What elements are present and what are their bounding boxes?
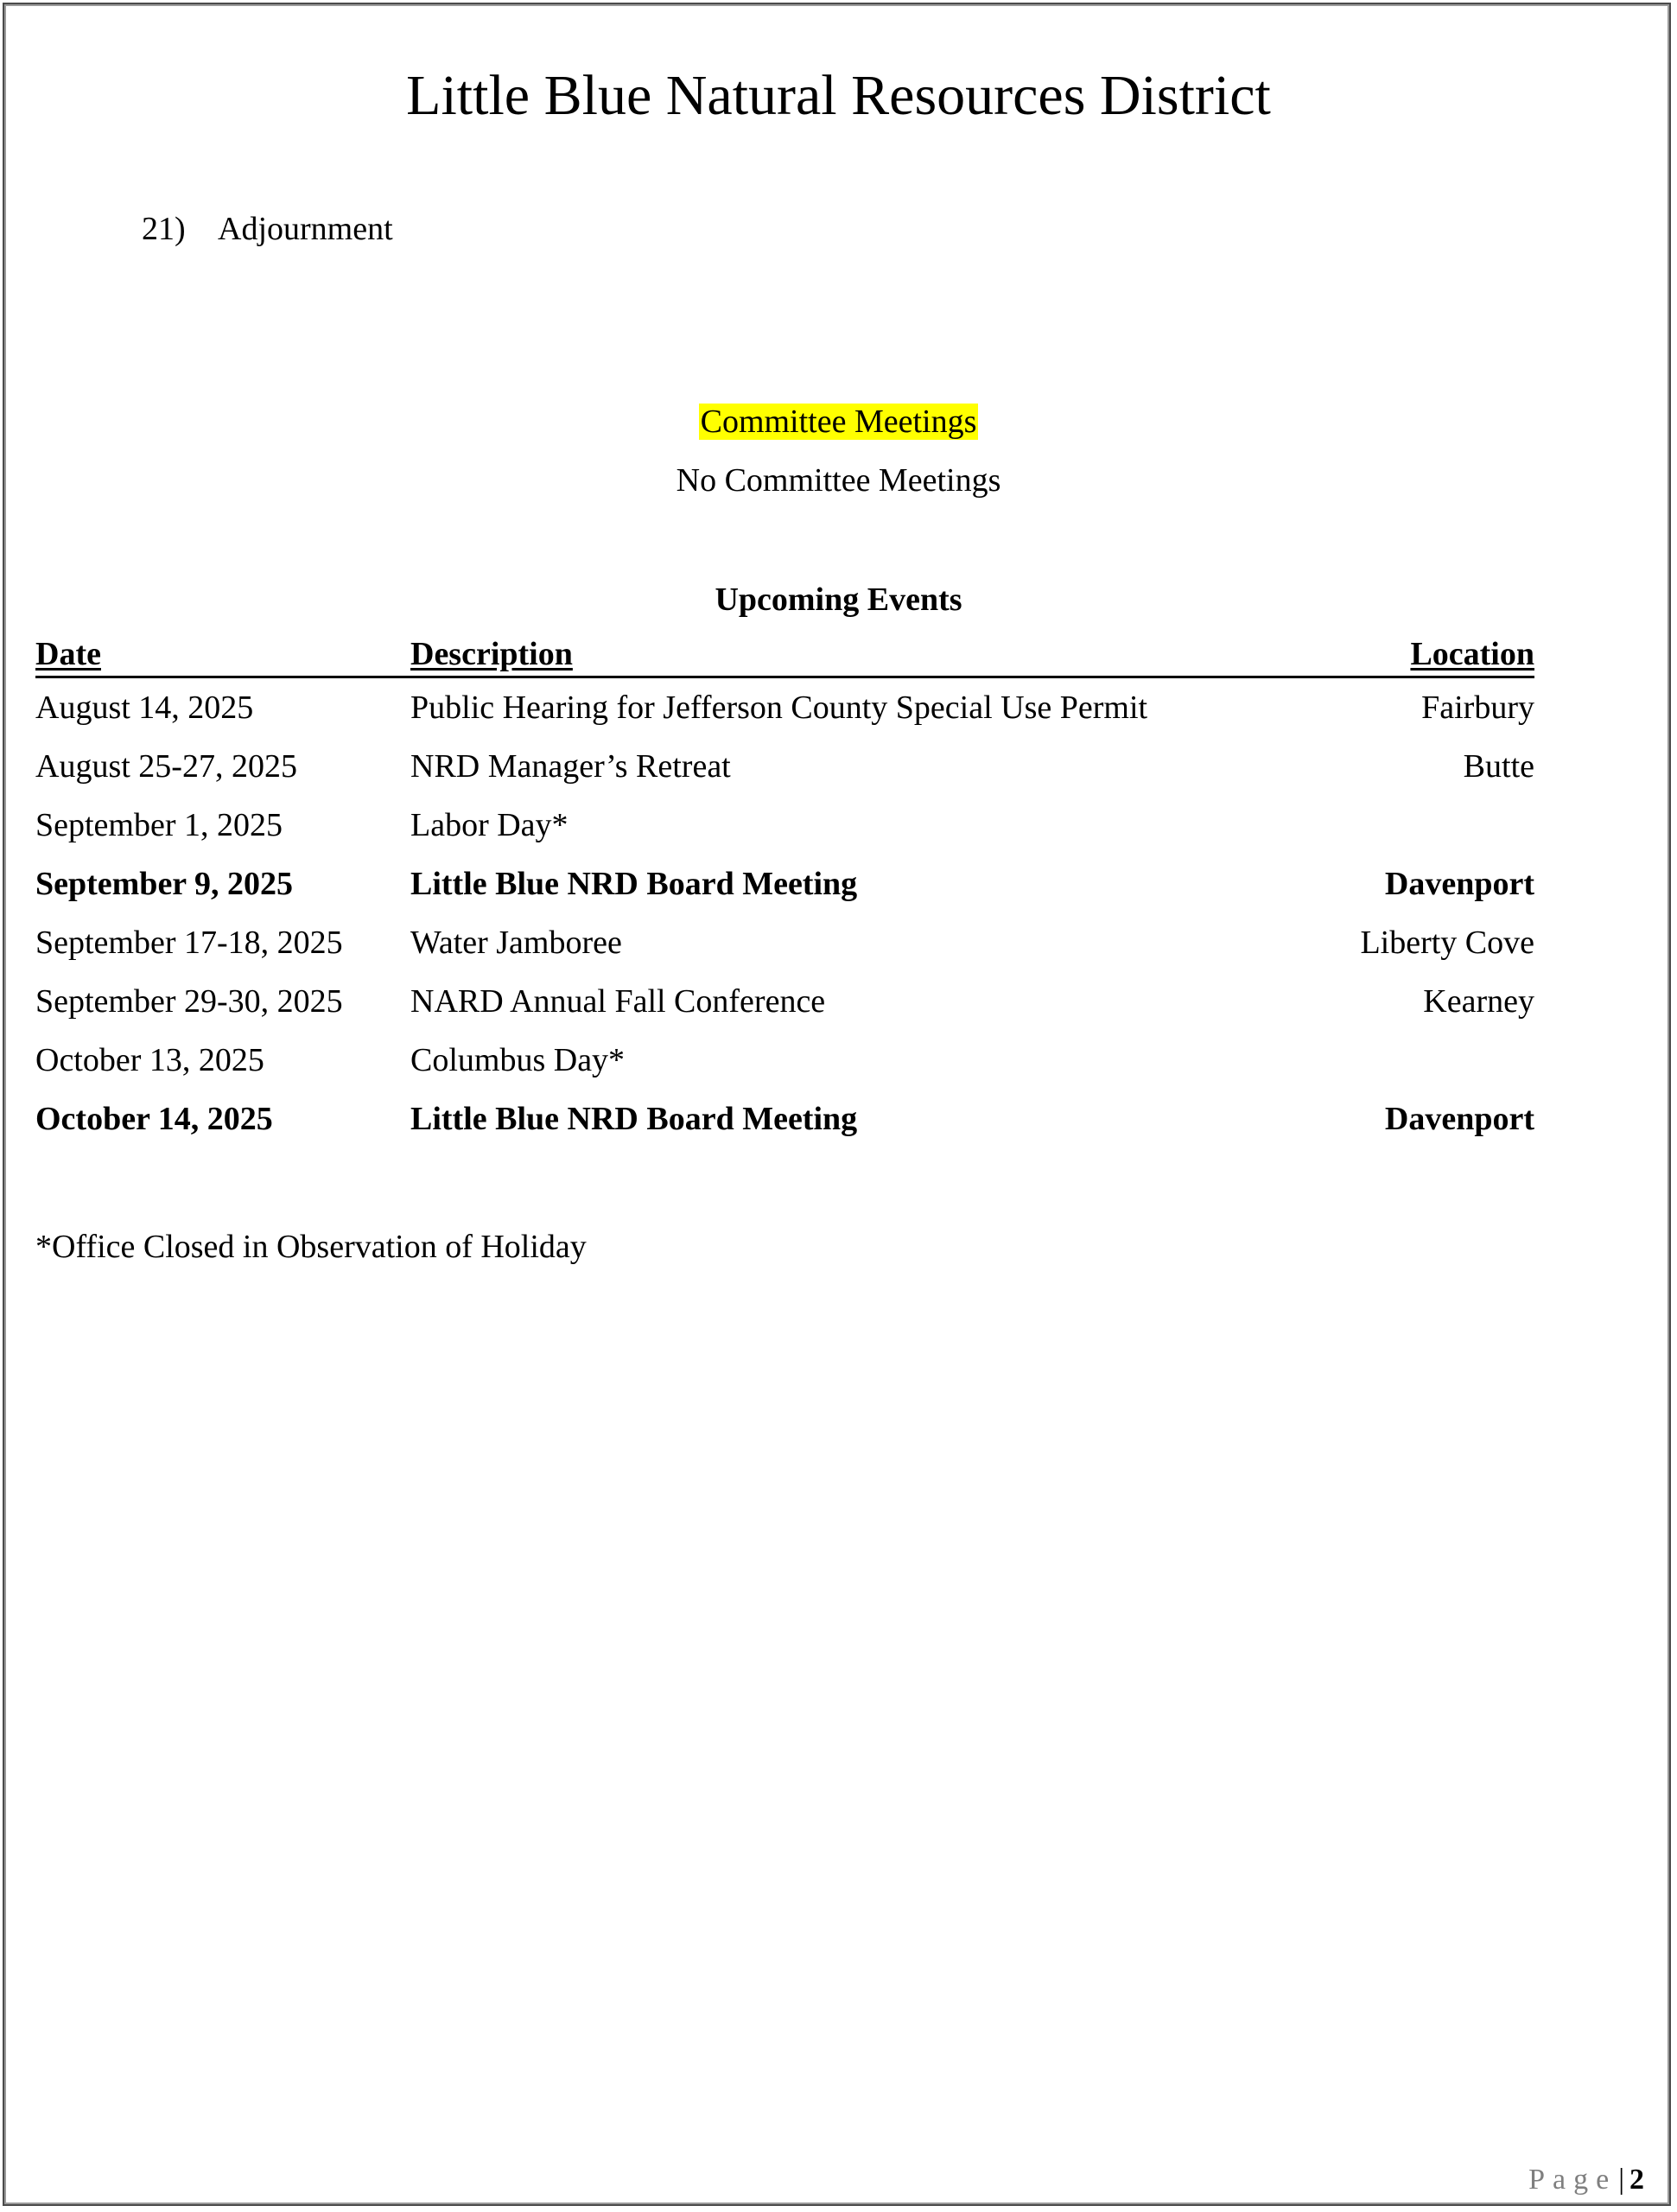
page-number: 2 — [1629, 2164, 1644, 2196]
event-date: September 29-30, 2025 — [35, 983, 343, 1020]
agenda-item-number: 21) — [142, 211, 186, 247]
event-description: NARD Annual Fall Conference — [410, 983, 826, 1020]
event-date: September 1, 2025 — [35, 807, 283, 843]
document-title: Little Blue Natural Resources District — [406, 64, 1271, 127]
events-heading: Upcoming Events — [715, 582, 962, 618]
table-row — [35, 1031, 1534, 1090]
event-description: Labor Day* — [410, 807, 569, 843]
event-description: NRD Manager’s Retreat — [410, 748, 731, 785]
agenda-item-label: Adjournment — [218, 211, 393, 247]
event-location: Fairbury — [1421, 690, 1534, 726]
table-row — [35, 1090, 1534, 1148]
event-location: Kearney — [1423, 983, 1534, 1020]
agenda-item-adjournment — [142, 207, 393, 251]
event-date: August 14, 2025 — [35, 690, 254, 726]
table-row — [35, 737, 1534, 796]
table-row — [35, 796, 1534, 855]
event-description: Little Blue NRD Board Meeting — [410, 1101, 858, 1137]
event-date: September 9, 2025 — [35, 866, 293, 902]
column-header-description: Description — [410, 636, 573, 672]
event-date: October 13, 2025 — [35, 1042, 264, 1078]
column-header-location: Location — [1410, 636, 1534, 672]
event-location: Butte — [1463, 748, 1534, 785]
page-separator: | — [1618, 2164, 1624, 2196]
event-description: Water Jamboree — [410, 925, 622, 961]
table-row — [35, 855, 1534, 913]
events-table — [35, 634, 1534, 1148]
committee-heading: Committee Meetings — [700, 404, 977, 440]
event-date: August 25-27, 2025 — [35, 748, 297, 785]
event-location: Liberty Cove — [1360, 925, 1534, 961]
page-word: Page — [1528, 2164, 1617, 2196]
event-description: Public Hearing for Jefferson County Special Use Permit — [410, 690, 1148, 726]
table-row — [35, 972, 1534, 1031]
event-date: September 17-18, 2025 — [35, 925, 343, 961]
event-description: Little Blue NRD Board Meeting — [410, 866, 858, 902]
holiday-footnote: *Office Closed in Observation of Holiday — [35, 1229, 587, 1265]
committee-heading-line — [0, 400, 1677, 443]
event-location: Davenport — [1384, 1101, 1534, 1137]
column-header-date: Date — [35, 636, 101, 672]
event-location: Davenport — [1384, 866, 1534, 902]
committee-note: No Committee Meetings — [676, 462, 1001, 499]
event-date: October 14, 2025 — [35, 1101, 273, 1137]
page-number-footer — [1528, 2160, 1644, 2200]
event-description: Columbus Day* — [410, 1042, 626, 1078]
table-row — [35, 678, 1534, 737]
events-table-header — [35, 634, 1534, 678]
table-row — [35, 913, 1534, 972]
